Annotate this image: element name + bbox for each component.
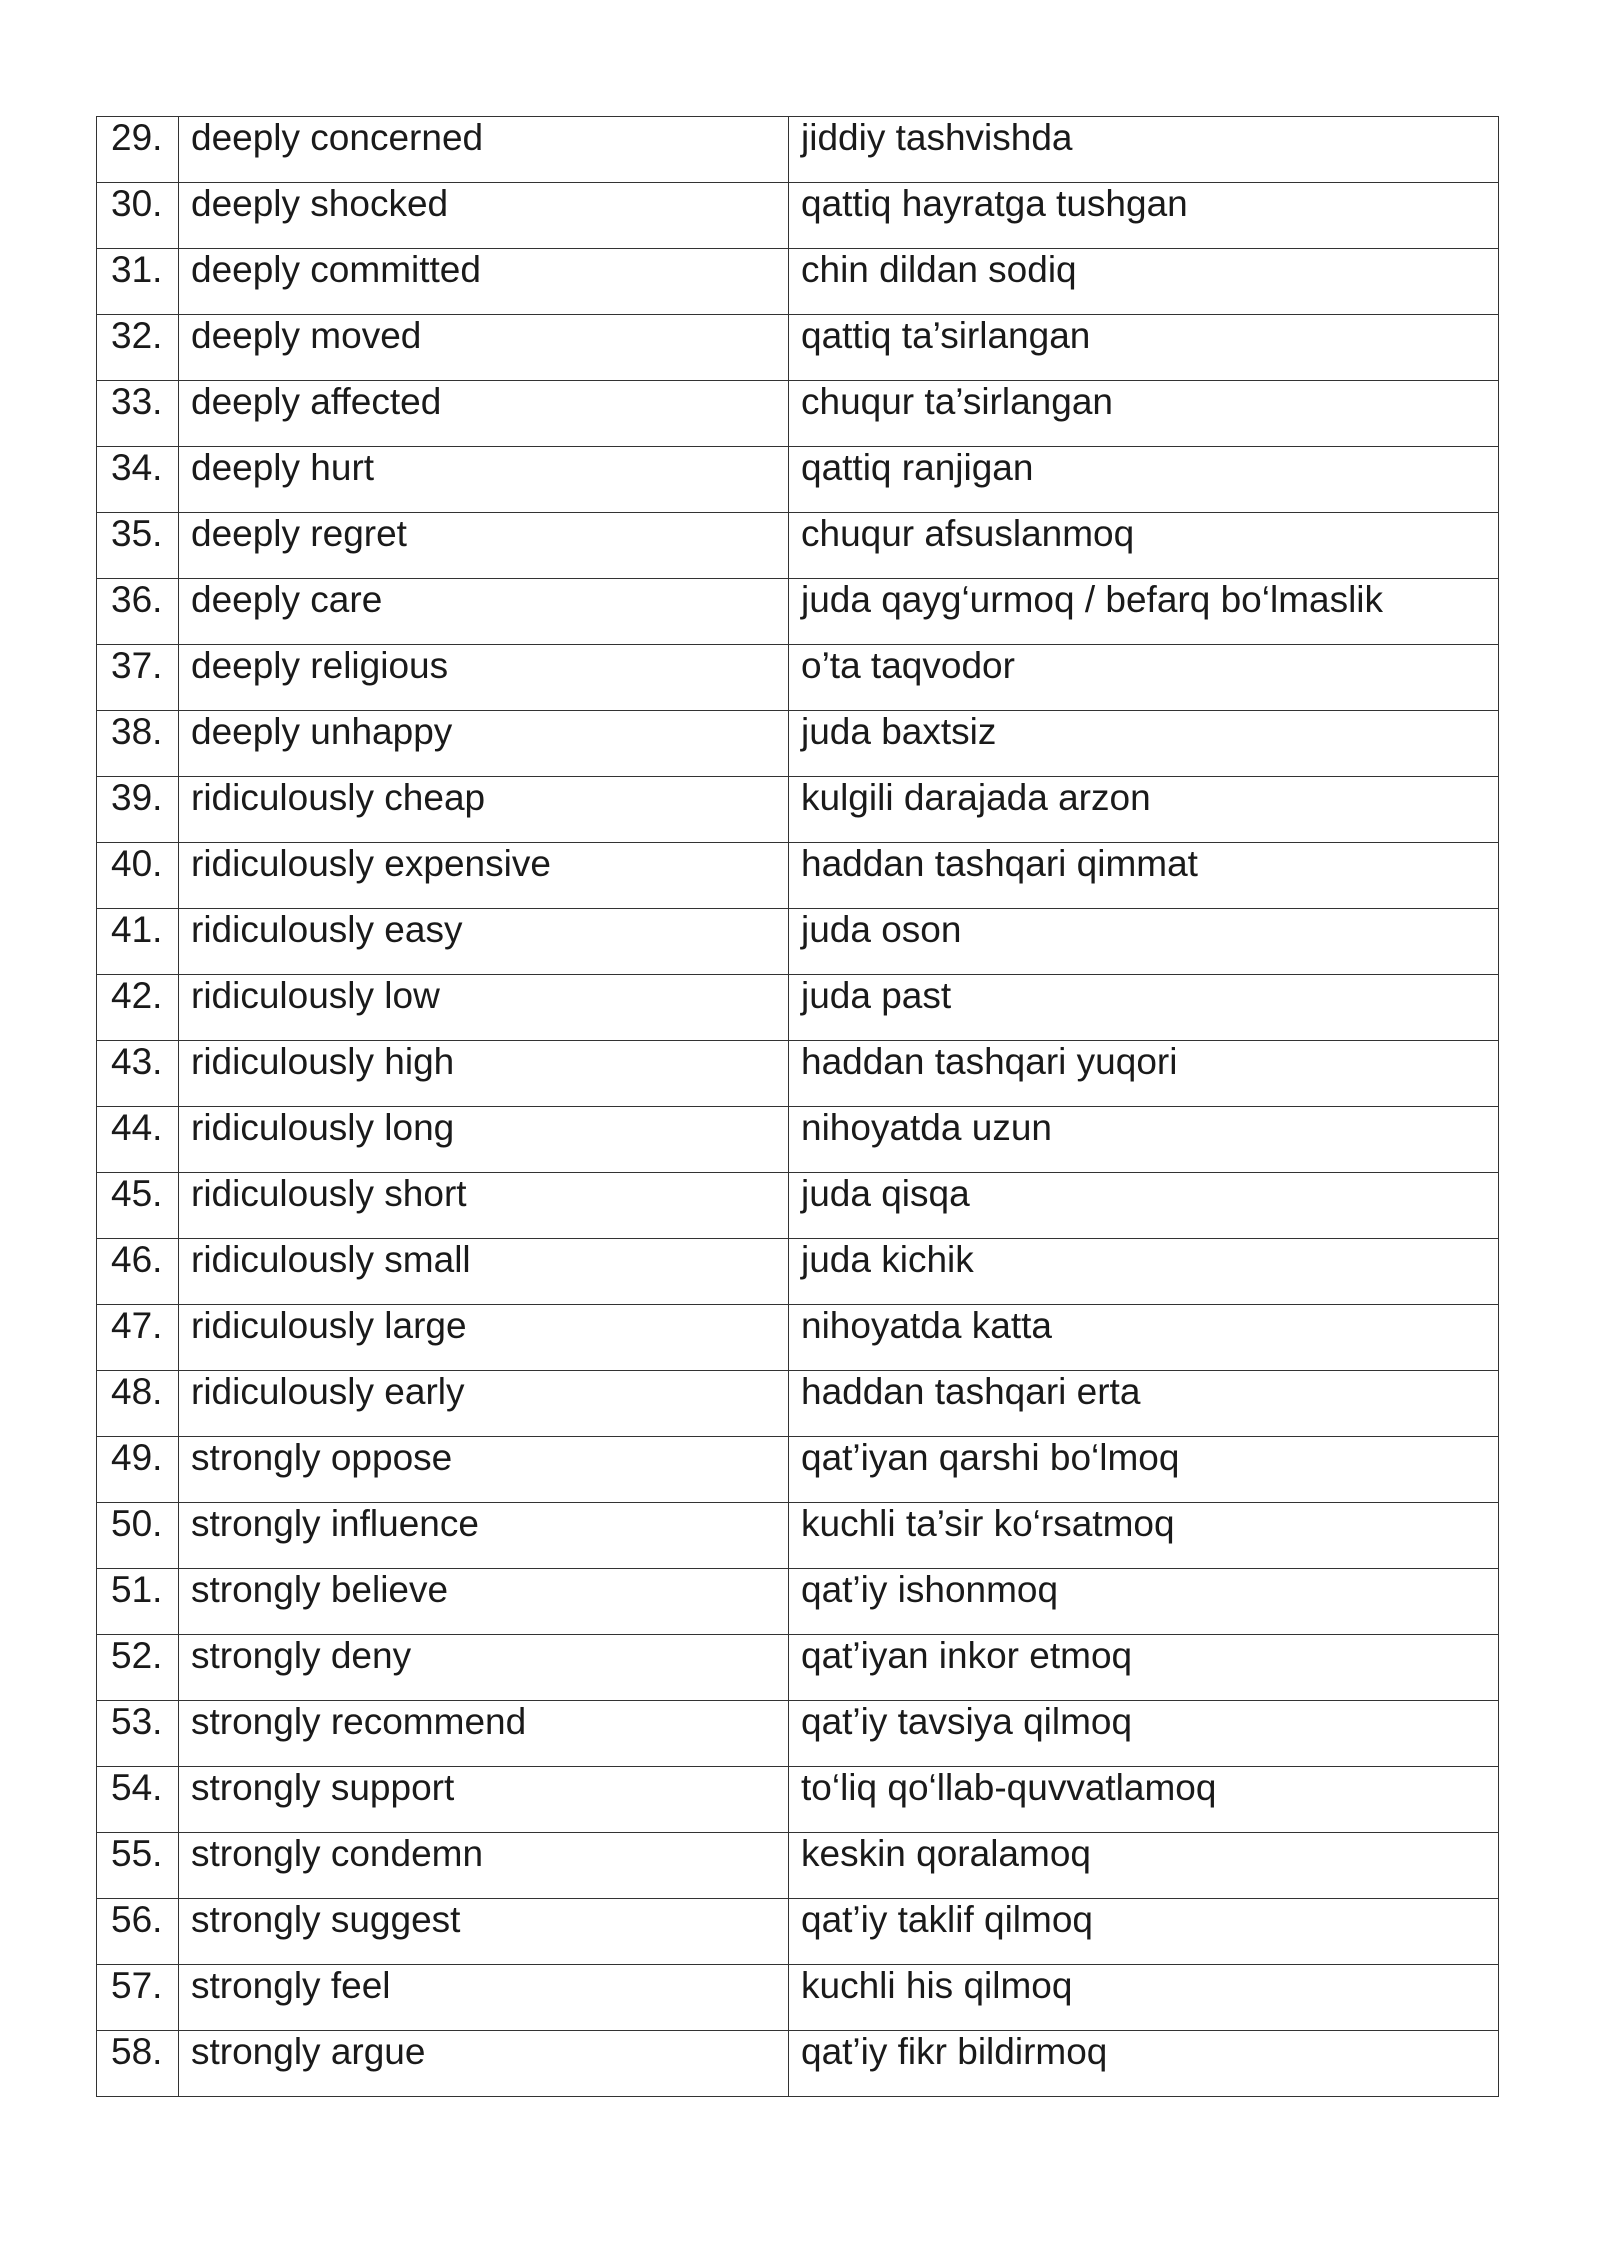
table-row xyxy=(97,513,1499,579)
uzbek-translation-cell: jiddiy tashvishda xyxy=(789,117,1499,183)
row-number-cell: 51. xyxy=(97,1569,179,1635)
english-phrase-cell: deeply unhappy xyxy=(179,711,789,777)
table-row xyxy=(97,1107,1499,1173)
row-number-cell: 49. xyxy=(97,1437,179,1503)
english-phrase-cell: strongly recommend xyxy=(179,1701,789,1767)
row-number-cell: 36. xyxy=(97,579,179,645)
row-number-cell: 54. xyxy=(97,1767,179,1833)
uzbek-translation-cell: o’ta taqvodor xyxy=(789,645,1499,711)
uzbek-translation-cell: kuchli ta’sir ko‘rsatmoq xyxy=(789,1503,1499,1569)
uzbek-translation-cell: qat’iy fikr bildirmoq xyxy=(789,2031,1499,2097)
table-row xyxy=(97,117,1499,183)
english-phrase-cell: ridiculously expensive xyxy=(179,843,789,909)
uzbek-translation-cell: qat’iyan qarshi bo‘lmoq xyxy=(789,1437,1499,1503)
table-row xyxy=(97,1437,1499,1503)
uzbek-translation-cell: qat’iy ishonmoq xyxy=(789,1569,1499,1635)
uzbek-translation-cell: keskin qoralamoq xyxy=(789,1833,1499,1899)
english-phrase-cell: ridiculously early xyxy=(179,1371,789,1437)
row-number-cell: 42. xyxy=(97,975,179,1041)
row-number-cell: 29. xyxy=(97,117,179,183)
english-phrase-cell: ridiculously low xyxy=(179,975,789,1041)
english-phrase-cell: deeply moved xyxy=(179,315,789,381)
table-row xyxy=(97,249,1499,315)
row-number-cell: 48. xyxy=(97,1371,179,1437)
row-number-cell: 30. xyxy=(97,183,179,249)
row-number-cell: 43. xyxy=(97,1041,179,1107)
uzbek-translation-cell: nihoyatda uzun xyxy=(789,1107,1499,1173)
table-row xyxy=(97,1899,1499,1965)
table-row xyxy=(97,975,1499,1041)
english-phrase-cell: deeply concerned xyxy=(179,117,789,183)
table-row xyxy=(97,777,1499,843)
uzbek-translation-cell: chuqur ta’sirlangan xyxy=(789,381,1499,447)
table-row xyxy=(97,1305,1499,1371)
table-row xyxy=(97,183,1499,249)
row-number-cell: 34. xyxy=(97,447,179,513)
english-phrase-cell: strongly believe xyxy=(179,1569,789,1635)
english-phrase-cell: ridiculously small xyxy=(179,1239,789,1305)
uzbek-translation-cell: chuqur afsuslanmoq xyxy=(789,513,1499,579)
row-number-cell: 47. xyxy=(97,1305,179,1371)
table-row xyxy=(97,1041,1499,1107)
row-number-cell: 40. xyxy=(97,843,179,909)
english-phrase-cell: ridiculously large xyxy=(179,1305,789,1371)
table-row xyxy=(97,579,1499,645)
uzbek-translation-cell: juda kichik xyxy=(789,1239,1499,1305)
uzbek-translation-cell: nihoyatda katta xyxy=(789,1305,1499,1371)
row-number-cell: 33. xyxy=(97,381,179,447)
uzbek-translation-cell: juda qayg‘urmoq / befarq bo‘lmaslik xyxy=(789,579,1499,645)
english-phrase-cell: ridiculously long xyxy=(179,1107,789,1173)
table-row xyxy=(97,1767,1499,1833)
english-phrase-cell: deeply religious xyxy=(179,645,789,711)
english-phrase-cell: ridiculously high xyxy=(179,1041,789,1107)
english-phrase-cell: strongly influence xyxy=(179,1503,789,1569)
uzbek-translation-cell: juda qisqa xyxy=(789,1173,1499,1239)
english-phrase-cell: deeply hurt xyxy=(179,447,789,513)
row-number-cell: 39. xyxy=(97,777,179,843)
english-phrase-cell: deeply committed xyxy=(179,249,789,315)
table-row xyxy=(97,447,1499,513)
uzbek-translation-cell: kulgili darajada arzon xyxy=(789,777,1499,843)
english-phrase-cell: ridiculously cheap xyxy=(179,777,789,843)
table-row xyxy=(97,645,1499,711)
english-phrase-cell: strongly feel xyxy=(179,1965,789,2031)
table-row xyxy=(97,1635,1499,1701)
table-row xyxy=(97,909,1499,975)
uzbek-translation-cell: chin dildan sodiq xyxy=(789,249,1499,315)
table-row xyxy=(97,1833,1499,1899)
row-number-cell: 50. xyxy=(97,1503,179,1569)
row-number-cell: 57. xyxy=(97,1965,179,2031)
vocabulary-table xyxy=(96,116,1499,2097)
uzbek-translation-cell: qattiq ranjigan xyxy=(789,447,1499,513)
row-number-cell: 46. xyxy=(97,1239,179,1305)
row-number-cell: 35. xyxy=(97,513,179,579)
row-number-cell: 31. xyxy=(97,249,179,315)
uzbek-translation-cell: haddan tashqari erta xyxy=(789,1371,1499,1437)
table-row xyxy=(97,1965,1499,2031)
uzbek-translation-cell: qattiq ta’sirlangan xyxy=(789,315,1499,381)
row-number-cell: 53. xyxy=(97,1701,179,1767)
english-phrase-cell: deeply regret xyxy=(179,513,789,579)
english-phrase-cell: strongly argue xyxy=(179,2031,789,2097)
uzbek-translation-cell: juda baxtsiz xyxy=(789,711,1499,777)
uzbek-translation-cell: qat’iyan inkor etmoq xyxy=(789,1635,1499,1701)
table-row xyxy=(97,711,1499,777)
table-row xyxy=(97,843,1499,909)
table-row xyxy=(97,315,1499,381)
uzbek-translation-cell: haddan tashqari qimmat xyxy=(789,843,1499,909)
row-number-cell: 37. xyxy=(97,645,179,711)
english-phrase-cell: strongly deny xyxy=(179,1635,789,1701)
english-phrase-cell: deeply shocked xyxy=(179,183,789,249)
uzbek-translation-cell: qat’iy taklif qilmoq xyxy=(789,1899,1499,1965)
english-phrase-cell: deeply affected xyxy=(179,381,789,447)
english-phrase-cell: strongly support xyxy=(179,1767,789,1833)
row-number-cell: 45. xyxy=(97,1173,179,1239)
english-phrase-cell: ridiculously short xyxy=(179,1173,789,1239)
table-row xyxy=(97,1239,1499,1305)
english-phrase-cell: strongly oppose xyxy=(179,1437,789,1503)
english-phrase-cell: strongly suggest xyxy=(179,1899,789,1965)
table-row xyxy=(97,381,1499,447)
row-number-cell: 44. xyxy=(97,1107,179,1173)
row-number-cell: 38. xyxy=(97,711,179,777)
uzbek-translation-cell: qat’iy tavsiya qilmoq xyxy=(789,1701,1499,1767)
table-row xyxy=(97,1701,1499,1767)
english-phrase-cell: strongly condemn xyxy=(179,1833,789,1899)
uzbek-translation-cell: haddan tashqari yuqori xyxy=(789,1041,1499,1107)
table-row xyxy=(97,1371,1499,1437)
vocabulary-table-body xyxy=(97,117,1499,2097)
english-phrase-cell: ridiculously easy xyxy=(179,909,789,975)
table-row xyxy=(97,2031,1499,2097)
uzbek-translation-cell: kuchli his qilmoq xyxy=(789,1965,1499,2031)
uzbek-translation-cell: juda past xyxy=(789,975,1499,1041)
uzbek-translation-cell: qattiq hayratga tushgan xyxy=(789,183,1499,249)
row-number-cell: 41. xyxy=(97,909,179,975)
table-row xyxy=(97,1173,1499,1239)
row-number-cell: 56. xyxy=(97,1899,179,1965)
table-row xyxy=(97,1569,1499,1635)
table-row xyxy=(97,1503,1499,1569)
uzbek-translation-cell: juda oson xyxy=(789,909,1499,975)
english-phrase-cell: deeply care xyxy=(179,579,789,645)
row-number-cell: 32. xyxy=(97,315,179,381)
row-number-cell: 58. xyxy=(97,2031,179,2097)
row-number-cell: 55. xyxy=(97,1833,179,1899)
row-number-cell: 52. xyxy=(97,1635,179,1701)
uzbek-translation-cell: to‘liq qo‘llab-quvvatlamoq xyxy=(789,1767,1499,1833)
